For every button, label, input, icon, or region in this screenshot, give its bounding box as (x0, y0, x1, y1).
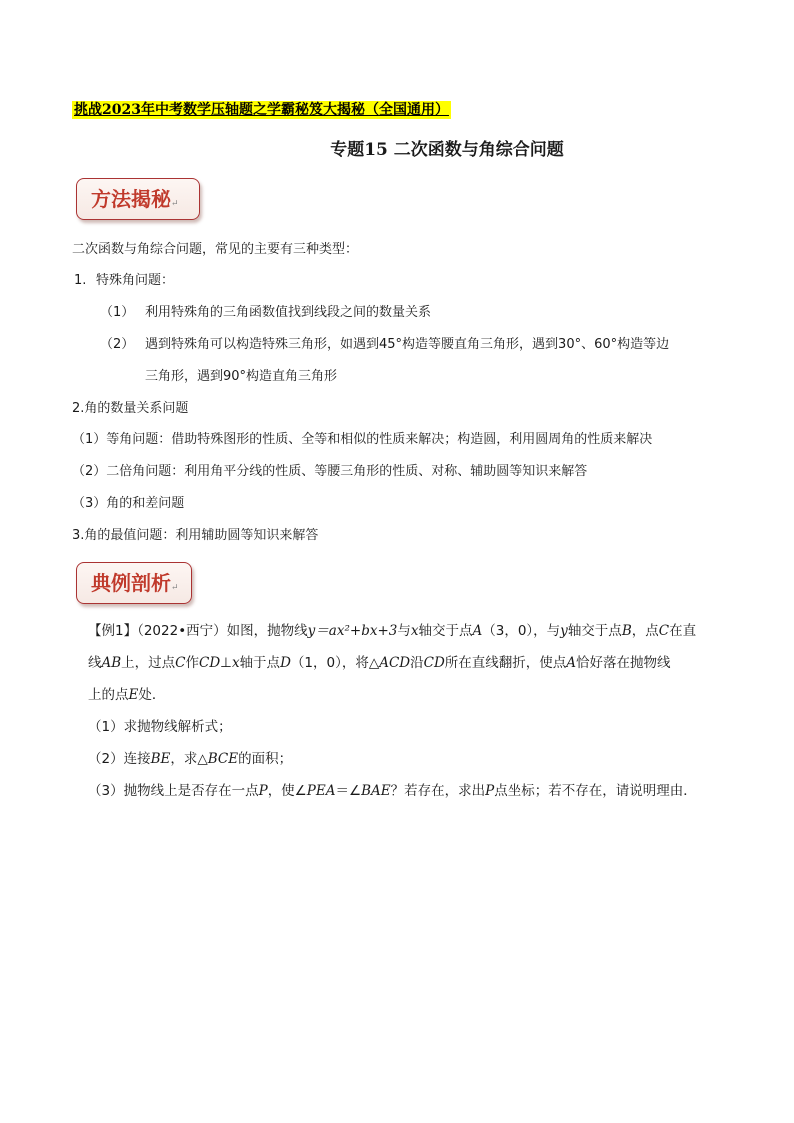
text: ，点 (631, 623, 659, 639)
math-var: BCE (207, 751, 239, 767)
text: ＝∠ (335, 783, 362, 799)
text: （1，0），将△ (290, 655, 380, 671)
method-item-2-1: （1）等角问题：借助特殊图形的性质、全等和相似的性质来解决；构造圆，利用圆周角的性质来解决 (72, 432, 653, 447)
question-2 (88, 750, 292, 768)
text: （3，0），与 (482, 623, 561, 639)
math-var: BAE (361, 783, 391, 799)
text: 所在直线翻折，使点 (444, 655, 567, 671)
math-var: x (231, 655, 240, 671)
math-var: A (472, 623, 483, 639)
text: ，使∠ (267, 783, 307, 799)
item-number: （1） (100, 305, 135, 320)
text: 处． (138, 687, 166, 703)
text: 的面积； (238, 751, 293, 767)
text: 线 (88, 655, 102, 671)
method-item-1-1 (100, 304, 432, 322)
math-var: PEA (306, 783, 336, 799)
paragraph-mark-icon: ↵ (171, 583, 179, 593)
item-text: 利用特殊角的三角函数值找到线段之间的数量关系 (145, 305, 432, 320)
math-var: C (175, 655, 186, 671)
section-tag-label: 典例剖析 (91, 571, 171, 595)
math-var: CD (199, 655, 221, 671)
method-item-1-2-cont: 三角形，遇到90°构造直角三角形 (145, 369, 338, 384)
method-item-3: 3.角的最值问题：利用辅助圆等知识来解答 (72, 528, 319, 543)
math-var: P (485, 783, 495, 799)
example-line-2 (88, 654, 671, 672)
text: 上，过点 (121, 655, 176, 671)
math-var: y (560, 623, 568, 639)
text: 沿 (410, 655, 424, 671)
example-line-1 (88, 622, 696, 640)
method-item-2: 2.角的数量关系问题 (72, 401, 189, 416)
math-var: ACD (379, 655, 411, 671)
paragraph-mark-icon: ↵ (171, 199, 179, 209)
math-var: P (258, 783, 268, 799)
text: 在直 (669, 623, 697, 639)
item-number: 1. (74, 273, 87, 288)
method-item-2-3: （3）角的和差问题 (72, 496, 185, 511)
text: 与 (397, 623, 411, 639)
math-var: y (307, 623, 316, 639)
page-title: 专题15 二次函数与角综合问题 (330, 140, 564, 160)
example-line-3 (88, 686, 165, 704)
method-item-1 (74, 272, 175, 290)
series-banner: 挑战2023年中考数学压轴题之学霸秘笈大揭秘（全国通用） (74, 102, 449, 118)
item-text: 遇到特殊角可以构造特殊三角形，如遇到45°构造等腰直角三角形，遇到30°、60°构造等边 (145, 337, 670, 352)
text: ？若存在，求出 (390, 783, 486, 799)
text: 【例1】（2022•西宁）如图，抛物线 (88, 623, 308, 639)
math-var: B (621, 623, 632, 639)
text: 恰好落在抛物线 (576, 655, 671, 671)
math-var: E (128, 687, 139, 703)
text: 轴于点 (239, 655, 281, 671)
method-item-2-2: （2）二倍角问题：利用角平分线的性质、等腰三角形的性质、对称、辅助圆等知识来解答 (72, 464, 588, 479)
equation: ＝ax²+bx+3 (315, 623, 398, 639)
section-tag-methods (76, 178, 200, 220)
section-tag-label: 方法揭秘 (91, 187, 171, 211)
text: 点坐标；若不存在，请说明理由． (494, 783, 697, 799)
text: 轴交于点 (567, 623, 622, 639)
math-var: AB (101, 655, 122, 671)
section-tag-examples (76, 562, 192, 604)
question-3 (88, 782, 697, 800)
text: ，求△ (170, 751, 208, 767)
math-var: x (410, 623, 419, 639)
question-1: （1）求抛物线解析式； (88, 719, 232, 735)
text: （3）抛物线上是否存在一点 (88, 783, 259, 799)
methods-intro: 二次函数与角综合问题，常见的主要有三种类型： (72, 242, 359, 257)
text: 上的点 (88, 687, 129, 703)
method-item-1-2 (100, 336, 670, 354)
item-text: 特殊角问题： (96, 273, 175, 288)
text: 作 (185, 655, 200, 671)
math-var: CD (423, 655, 445, 671)
math-var: A (566, 655, 577, 671)
text: 轴交于点 (418, 623, 473, 639)
item-number: （2） (100, 337, 135, 352)
math-var: BE (150, 751, 171, 767)
math-var: D (280, 655, 291, 671)
text: （2）连接 (88, 751, 151, 767)
math-var: C (658, 623, 670, 639)
text: ⊥ (220, 655, 232, 671)
